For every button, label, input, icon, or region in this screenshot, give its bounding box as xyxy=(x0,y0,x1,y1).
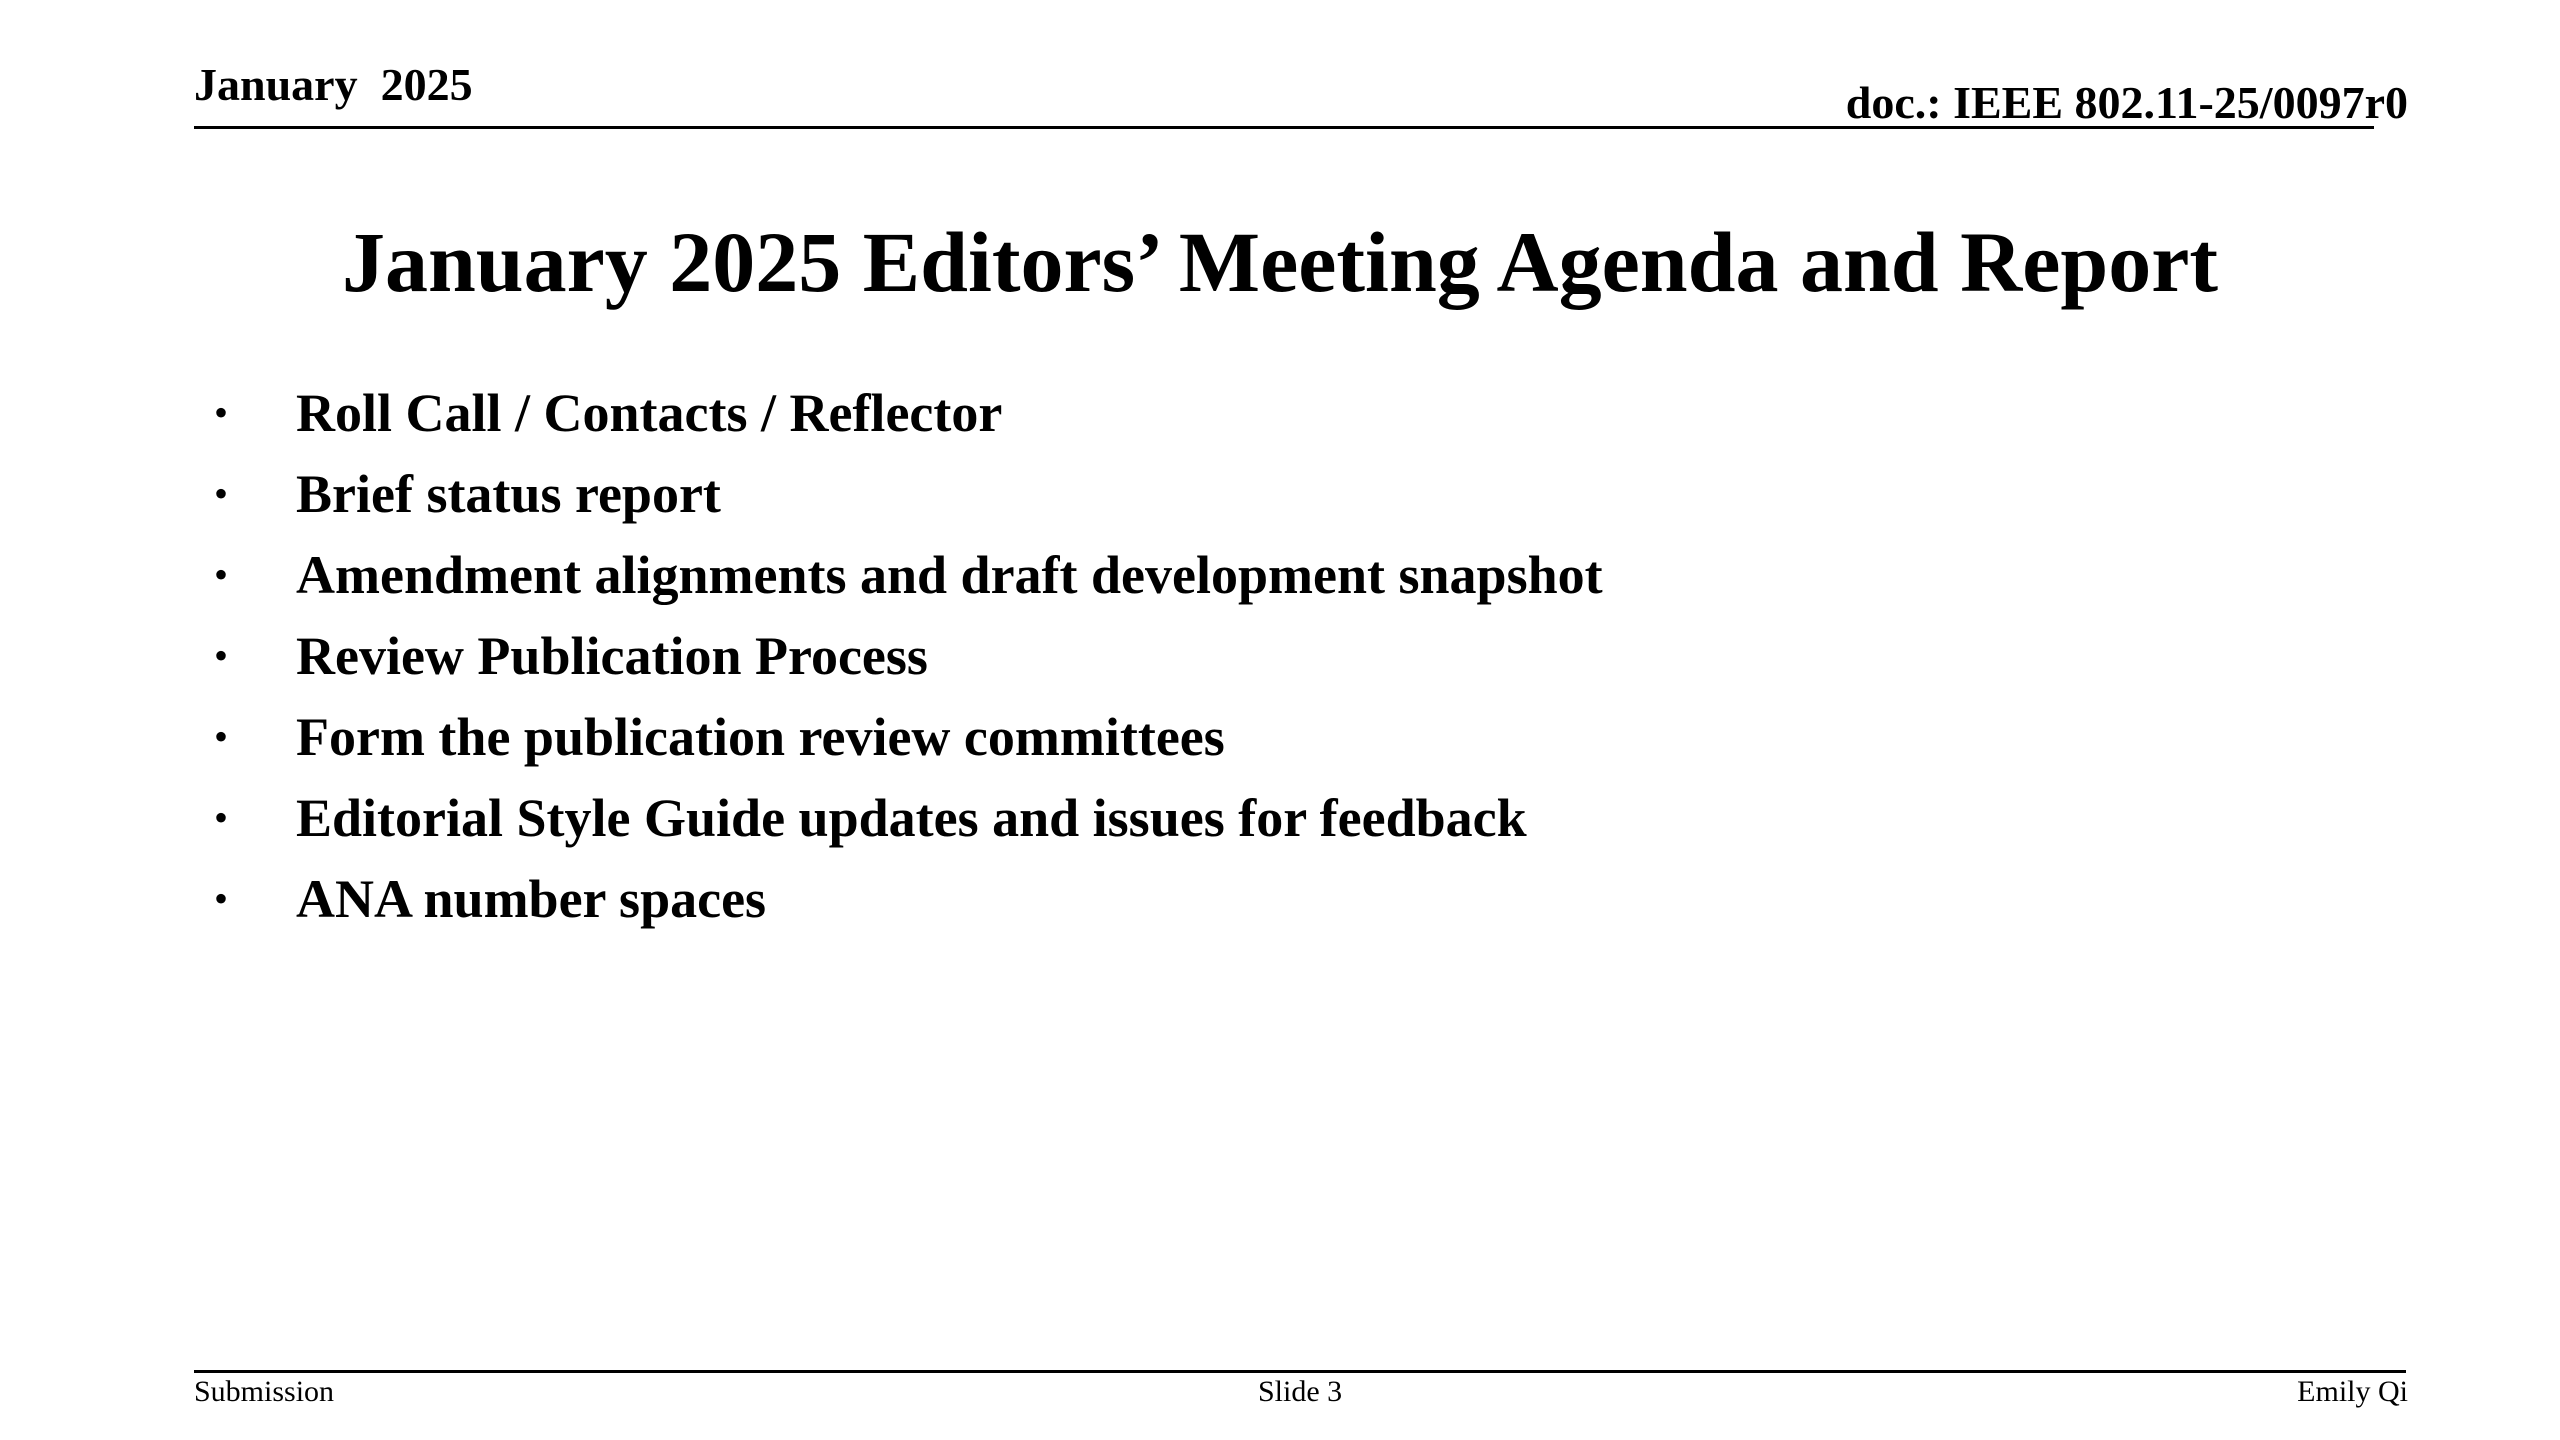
agenda-item-amendment-alignments xyxy=(210,545,1603,626)
agenda-item-label: Roll Call / Contacts / Reflector xyxy=(296,383,1003,443)
bullet-icon: • xyxy=(214,876,229,921)
footer-author: Emily Qi xyxy=(2297,1375,2408,1408)
agenda-item-label: Amendment alignments and draft development snapshot xyxy=(296,545,1603,605)
header-date: January 2025 xyxy=(194,59,473,110)
agenda-item-status-report xyxy=(210,464,1603,545)
agenda-item-label: Review Publication Process xyxy=(296,626,928,686)
bullet-icon: • xyxy=(214,714,229,759)
header-doc-id: doc.: IEEE 802.11-25/0097r0 xyxy=(1845,77,2408,128)
agenda-item-review-committees xyxy=(210,707,1603,788)
bullet-icon: • xyxy=(214,471,229,516)
footer-slide-number: Slide 3 xyxy=(1258,1375,1343,1408)
bullet-icon: • xyxy=(214,795,229,840)
agenda-item-label: Brief status report xyxy=(296,464,721,524)
footer-submission: Submission xyxy=(194,1375,335,1408)
agenda-list xyxy=(210,383,1603,950)
agenda-item-style-guide xyxy=(210,788,1603,869)
agenda-item-ana-number-spaces xyxy=(210,869,1603,950)
agenda-item-label: ANA number spaces xyxy=(296,869,767,929)
footer-divider xyxy=(194,1370,2406,1373)
agenda-item-publication-process xyxy=(210,626,1603,707)
bullet-icon: • xyxy=(214,633,229,678)
agenda-item-label: Form the publication review committees xyxy=(296,707,1225,767)
agenda-item-roll-call xyxy=(210,383,1603,464)
header-divider xyxy=(194,126,2374,129)
agenda-item-label: Editorial Style Guide updates and issues for feedback xyxy=(296,788,1527,848)
bullet-icon: • xyxy=(214,390,229,435)
bullet-icon: • xyxy=(214,552,229,597)
slide-title: January 2025 Editors’ Meeting Agenda and Report xyxy=(341,214,2219,310)
